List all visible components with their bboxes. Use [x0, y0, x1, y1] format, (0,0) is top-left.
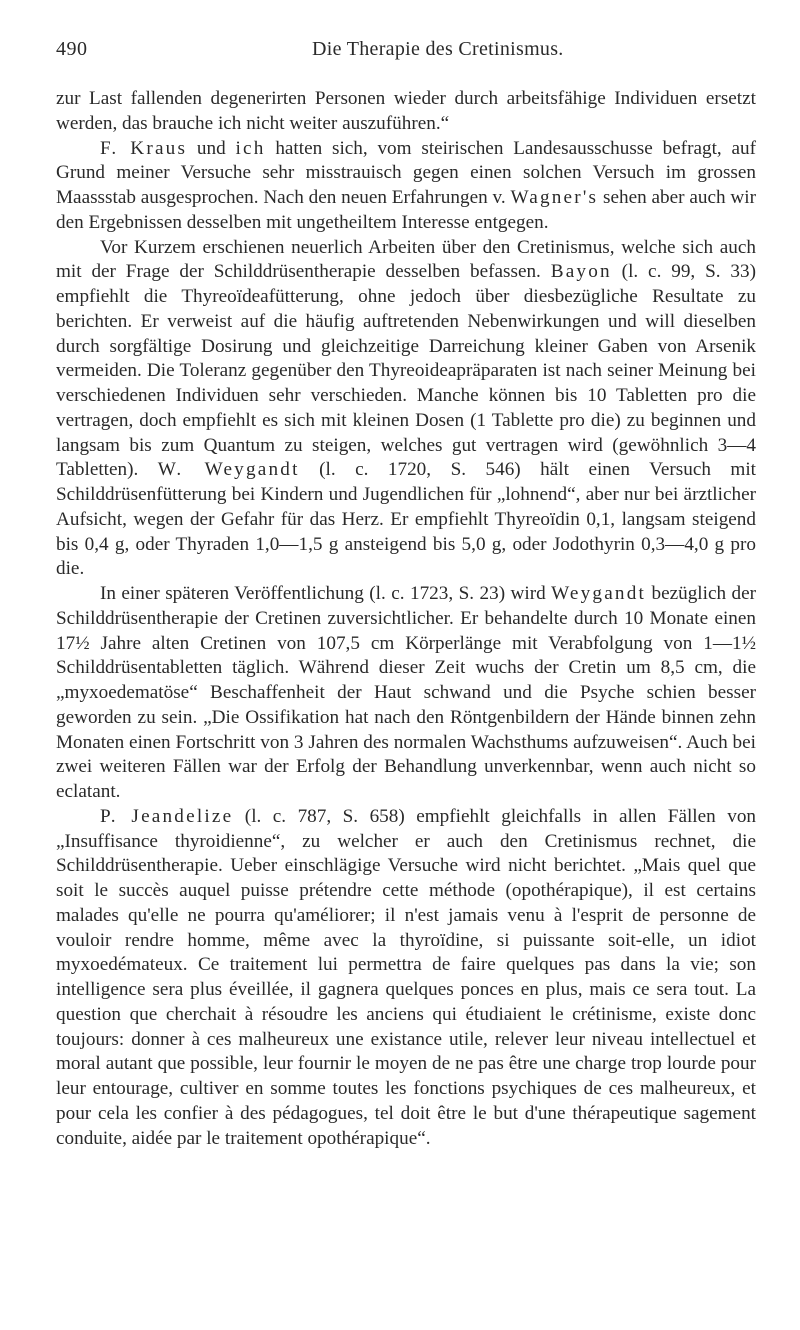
- page-header: [56, 38, 756, 66]
- running-title: Die Therapie des Cretinismus.: [312, 38, 564, 60]
- author-name: Wagner's: [510, 187, 599, 208]
- page-number: 490: [56, 38, 88, 60]
- author-name: F. Kraus: [100, 137, 188, 159]
- paragraph-1: zur Last fallenden degenerirten Personen wieder durch arbeitsfähige Individuen ersetzt werden, das brauche ich nicht weiter auszuführen.“: [56, 88, 756, 134]
- author-name: P. Jeandelize: [100, 805, 234, 827]
- paragraph-2: F. Kraus und ich hatten sich, vom steirischen Landesausschusse befragt, auf Grund meiner Versuche sehr misstrauisch gegen einen solchen Versuch im grossen Maassstab ausgesprochen. Nach den neuen Erfahrungen v. Wagner's sehen aber auch wir den Ergebnissen desselben mit ungetheiltem Interesse entgegen.: [56, 137, 756, 233]
- emphasized-word: ich: [235, 137, 266, 159]
- author-name: W. Weygandt: [157, 459, 300, 481]
- author-name: Bayon: [550, 261, 612, 283]
- paragraph-5: P. Jeandelize (l. c. 787, S. 658) empfiehlt gleichfalls in allen Fällen von „Insuffisance thyroidienne“, zu welcher er auch den Cretinismus rechnet, die Schilddrüsentherapie. Ueber einschlägige Versuche wird nicht berichtet. „Mais quel que soit le succès auquel puisse prétendre cette méthode (opothérapique), il est certains malades qu'elle ne pourra qu'améliorer; il n'est jamais venu à l'esprit de personne de vouloir rendre homme, même avec la thyroïdine, si puissante soit-elle, un idiot myxoedémateux. Ce traitement lui permettra de faire quelques pas dans la vie; son intelligence sera plus éveillée, il gagnera quelques ponces en plus, mais ce sera tout. La question que cherchait à résoudre les anciens qui étudiaient le crétinisme, existe donc toujours: donner à ces malheureux une existance utile, relever leur niveau intellectuel et moral autant que possible, leur fournir le moyen de ne pas être une charge trop lourde pour leur entourage, cultiver en somme toutes les fonctions psychiques de ces malheureux, et pour cela les confier à des pédagogues, tel doit être le but d'une thérapeutique sagement conduite, aidée par le traitement opothérapique“.: [56, 805, 757, 1149]
- paragraph-4: In einer späteren Veröffentlichung (l. c. 1723, S. 23) wird Weygandt bezüglich der Schilddrüsentherapie der Cretinen zuversichtlicher. Er behandelte durch 10 Monate einen 17½ Jahre alten Cretinen von 107,5 cm Körperlänge mit Verabfolgung von 1—1½ Schilddrüsentabletten täglich. Während dieser Zeit wuchs der Cretin um 8,5 cm, die „myxoedematöse“ Beschaffenheit der Haut schwand und die Psyche schien besser geworden zu sein. „Die Ossifikation hat nach den Röntgenbildern der Hände binnen zehn Monaten einen Fortschritt von 3 Jahren des normalen Wachsthums aufzuweisen“. Auch bei zwei weiteren Fällen war der Erfolg der Behandlung unverkennbar, wenn auch nicht so eclatant.: [56, 583, 756, 802]
- author-name: Weygandt: [551, 583, 647, 604]
- paragraph-3: Vor Kurzem erschienen neuerlich Arbeiten über den Cretinismus, welche sich auch mit der Frage der Schilddrüsentherapie desselben befassen. Bayon (l. c. 99, S. 33) empfiehlt die Thyreoïdeafütterung, ohne jedoch über diesbezügliche Resultate zu berichten. Er verweist auf die häufig auftretenden Nebenwirkungen und will dieselben durch sorgfältige Dosirung und gleichzeitige Darreichung kleiner Gaben von Arsenik vermeiden. Die Toleranz gegenüber den Thyreoideapräparaten ist nach seiner Meinung bei verschiedenen Individuen sehr verschieden. Manche können bis 10 Tabletten pro die vertragen, doch empfiehlt es sich mit kleinen Dosen (1 Tablette pro die) zu beginnen und langsam bis zum Quantum zu steigen, welches gut vertragen wird (gewöhnlich 3—4 Tabletten). W. Weygandt (l. c. 1720, S. 546) hält einen Versuch mit Schilddrüsenfütterung bei Kindern und Jugendlichen für „lohnend“, aber nur bei ärztlicher Aufsicht, wegen der Gefahr für das Herz. Er empfiehlt Thyreoïdin 0,1, langsam steigend bis 0,4 g, oder Thyraden 1,0—1,5 g ansteigend bis 5,0 g, oder Jodothyrin 0,3—4,0 g pro die.: [56, 236, 757, 580]
- body-text: [56, 87, 756, 1151]
